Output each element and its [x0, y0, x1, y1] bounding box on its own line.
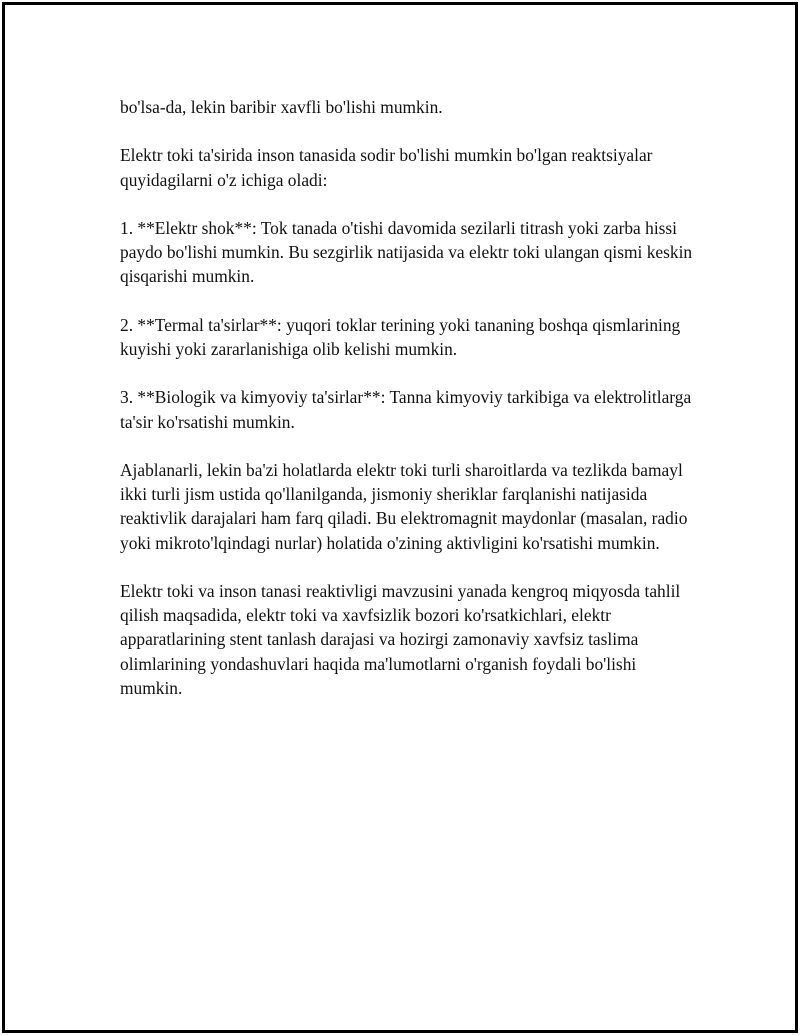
- list-item-electric-shock: 1. **Elektr shok**: Tok tanada o'tishi davomida sezilarli titrash yoki zarba hissi paydo bo'lishi mumkin. Bu sezgirlik natijasida va elektr toki ulangan qismi keskin qisqarishi mumkin.: [120, 217, 693, 287]
- document-body: [120, 95, 700, 724]
- paragraph-continuation: bo'lsa-da, lekin baribir xavfli bo'lishi mumkin.: [120, 97, 443, 117]
- paragraph-observation: Ajablanarli, lekin ba'zi holatlarda elektr toki turli sharoitlarda va tezlikda bamayl ikki turli jism ustida qo'llanilganda, jismoniy sheriklar farqlanishi natijasida reaktivlik darajalari ham farq qiladi. Bu elektromagnit maydonlar (masalan, radio yoki mikroto'lqindagi nurlar) holatida o'zining aktivligini ko'rsatishi mumkin.: [120, 459, 688, 553]
- list-item-biological-chemical-effects: 3. **Biologik va kimyoviy ta'sirlar**: Tanna kimyoviy tarkibiga va elektrolitlarga ta'sir ko'rsatishi mumkin.: [120, 387, 692, 432]
- paragraph-conclusion: Elektr toki va inson tanasi reaktivligi mavzusini yanada kengroq miqyosda tahlil qilish maqsadida, elektr toki va xavfsizlik bozori ko'rsatkichlari, elektr apparatlarining stent tanlash darajasi va hozirgi zamonaviy xavfsiz taslima olimlarining yondashuvlari haqida ma'lumotlarni o'rganish foydali bo'lishi mumkin.: [120, 580, 681, 698]
- list-item-thermal-effects: 2. **Termal ta'sirlar**: yuqori toklar terining yoki tananing boshqa qismlarining kuyishi yoki zararlanishiga olib kelishi mumkin.: [120, 314, 681, 359]
- paragraph-intro: Elektr toki ta'sirida inson tanasida sodir bo'lishi mumkin bo'lgan reaktsiyalar quyidagilarni o'z ichiga oladi:: [120, 145, 653, 190]
- document-page: [2, 2, 798, 1033]
